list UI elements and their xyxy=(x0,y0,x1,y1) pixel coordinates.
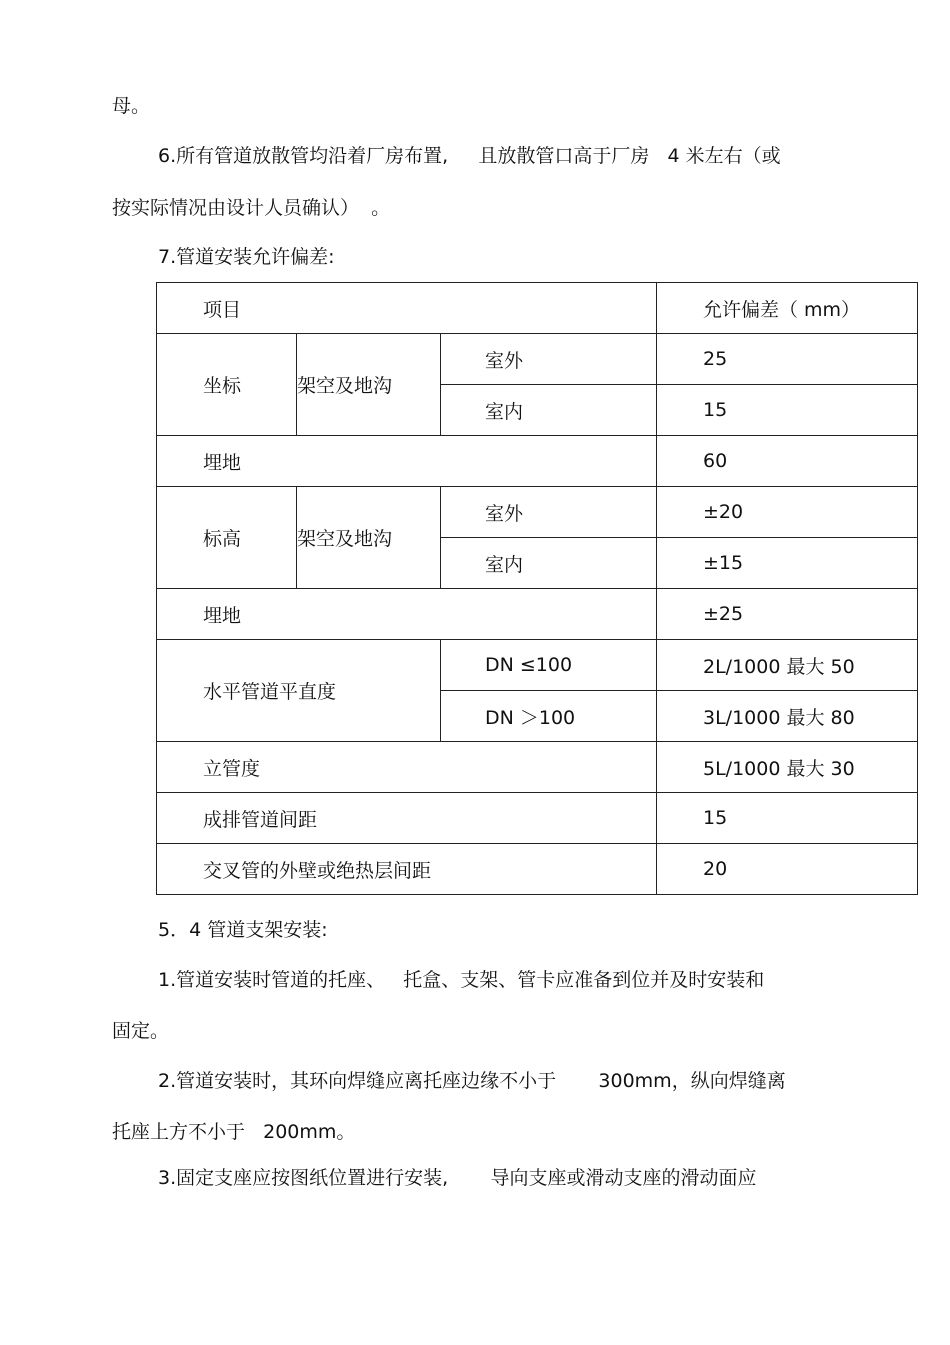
elevation-outdoor-value: ±20 xyxy=(657,487,918,538)
coord-outdoor-value: 25 xyxy=(657,334,918,385)
verticality-label: 立管度 xyxy=(157,742,657,793)
dn-gt-100: DN ＞100 xyxy=(441,691,657,742)
table-row xyxy=(157,640,918,691)
table-row xyxy=(157,742,918,793)
table-row xyxy=(157,334,918,385)
row-spacing-value: 15 xyxy=(657,793,918,844)
coord-sub-label: 架空及地沟 xyxy=(297,334,441,436)
section-heading-5-4: 5．4 管道支架安装: xyxy=(158,919,328,941)
straightness-label: 水平管道平直度 xyxy=(157,640,441,742)
table-row xyxy=(157,844,918,895)
dn-le-100: DN ≤100 xyxy=(441,640,657,691)
paragraph-item-6: 6.所有管道放散管均沿着厂房布置, 且放散管口高于厂房 4 米左右（或 xyxy=(158,145,781,167)
elevation-buried: 埋地 xyxy=(157,589,657,640)
header-tolerance-cell: 允许偏差（ mm） xyxy=(657,283,918,334)
table-row xyxy=(157,436,918,487)
cross-spacing-value: 20 xyxy=(657,844,918,895)
paragraph-item-2-cont: 托座上方不小于 200mm。 xyxy=(112,1121,356,1143)
paragraph-item-1-cont: 固定。 xyxy=(112,1020,170,1042)
paragraph-item-1: 1.管道安装时管道的托座、 托盒、支架、管卡应准备到位并及时安装和 xyxy=(158,969,765,991)
paragraph-continuation: 母。 xyxy=(112,95,151,117)
tolerance-table xyxy=(156,282,918,895)
verticality-value: 5L/1000 最大 30 xyxy=(657,742,918,793)
coord-indoor-value: 15 xyxy=(657,385,918,436)
elevation-outdoor: 室外 xyxy=(441,487,657,538)
dn-le-100-value: 2L/1000 最大 50 xyxy=(657,640,918,691)
paragraph-item-6-cont: 按实际情况由设计人员确认） 。 xyxy=(112,197,391,219)
table-row xyxy=(157,793,918,844)
table-row xyxy=(157,589,918,640)
table-row xyxy=(157,487,918,538)
coord-outdoor: 室外 xyxy=(441,334,657,385)
coord-buried: 埋地 xyxy=(157,436,657,487)
table-row xyxy=(157,283,918,334)
paragraph-item-3: 3.固定支座应按图纸位置进行安装, 导向支座或滑动支座的滑动面应 xyxy=(158,1167,757,1189)
elevation-sub-label: 架空及地沟 xyxy=(297,487,441,589)
header-item-cell: 项目 xyxy=(157,283,657,334)
cross-spacing-label: 交叉管的外壁或绝热层间距 xyxy=(157,844,657,895)
paragraph-item-2: 2.管道安装时，其环向焊缝应离托座边缘不小于 300mm，纵向焊缝离 xyxy=(158,1070,786,1092)
elevation-indoor-value: ±15 xyxy=(657,538,918,589)
paragraph-item-7: 7.管道安装允许偏差: xyxy=(158,246,335,268)
coord-label: 坐标 xyxy=(157,334,297,436)
coord-indoor: 室内 xyxy=(441,385,657,436)
elevation-indoor: 室内 xyxy=(441,538,657,589)
elevation-label: 标高 xyxy=(157,487,297,589)
row-spacing-label: 成排管道间距 xyxy=(157,793,657,844)
elevation-buried-value: ±25 xyxy=(657,589,918,640)
coord-buried-value: 60 xyxy=(657,436,918,487)
dn-gt-100-value: 3L/1000 最大 80 xyxy=(657,691,918,742)
